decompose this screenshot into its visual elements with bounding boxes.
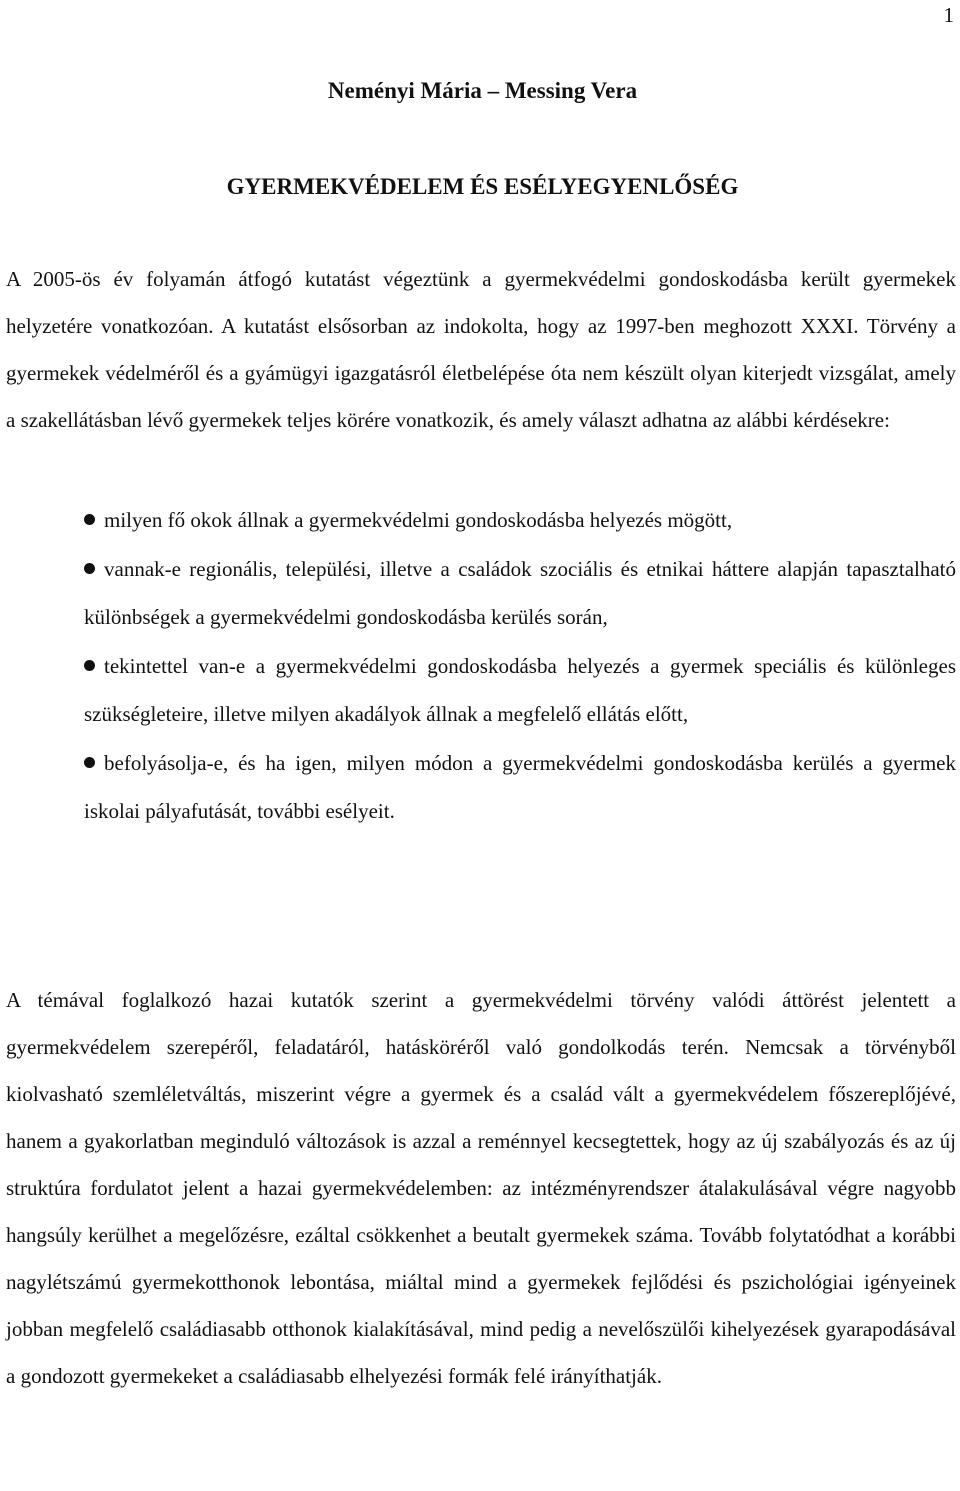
authors-line: Neményi Mária – Messing Vera [327, 78, 638, 103]
list-item-text: tekintettel van-e a gyermekvédelmi gondoskodásba helyezés a gyermek speciális és különleges szükségleteire, illetve milyen akadályok állnak a megfelelő ellátás előtt, [84, 653, 956, 726]
bullet-icon [84, 563, 95, 574]
list-item [84, 496, 956, 545]
page-number: 1 [943, 3, 954, 27]
bullet-icon [84, 514, 95, 525]
document-title: GYERMEKVÉDELEM ÉS ESÉLYEGYENLŐSÉG [226, 174, 739, 199]
list-item [84, 642, 956, 739]
bullet-icon [84, 757, 95, 768]
intro-paragraph: A 2005-ös év folyamán átfogó kutatást végeztünk a gyermekvédelmi gondoskodásba került gyermekek helyzetére vonatkozóan. A kutatást elsősorban az indokolta, hogy az 1997-ben meghozott XXXI. Törvény a gyermekek védelméről és a gyámügyi igazgatásról életbelépése óta nem készült olyan kiterjedt vizsgálat, amely a szakellátásban lévő gyermekek teljes körére vonatkozik, és amely választ adhatna az alábbi kérdésekre: [6, 267, 956, 432]
list-item [84, 739, 956, 836]
bullet-icon [84, 660, 95, 671]
list-item [84, 545, 956, 642]
list-item-text: befolyásolja-e, és ha igen, milyen módon a gyermekvédelmi gondoskodásba kerülés a gyermek iskolai pályafutását, további esélyeit. [84, 750, 956, 823]
research-questions-list [84, 496, 956, 836]
body-paragraph: A témával foglalkozó hazai kutatók szerint a gyermekvédelmi törvény valódi áttörést jelentett a gyermekvédelem szerepéről, feladatáról, hatásköréről való gondolkodás terén. Nemcsak a törvényből kiolvasható szemléletváltás, miszerint végre a gyermek és a család vált a gyermekvédelem főszereplőjévé, hanem a gyakorlatban meginduló változások is azzal a reménnyel kecsegtettek, hogy az új szabályozás és az új struktúra fordulatot jelent a hazai gyermekvédelemben: az intézményrendszer átalakulásával végre nagyobb hangsúly kerülhet a megelőzésre, ezáltal csökkenhet a beutalt gyermekek száma. Tovább folytatódhat a korábbi nagylétszámú gyermekotthonok lebontása, miáltal mind a gyermekek fejlődési és pszichológiai igényeinek jobban megfelelő családiasabb otthonok kialakításával, mind pedig a nevelőszülői kihelyezések gyarapodásával a gondozott gyermekeket a családiasabb elhelyezési formák felé irányíthatják. [6, 988, 956, 1388]
list-item-text: vannak-e regionális, települési, illetve a családok szociális és etnikai háttere alapján tapasztalható különbségek a gyermekvédelmi gondoskodásba kerülés során, [84, 556, 956, 629]
list-item-text: milyen fő okok állnak a gyermekvédelmi gondoskodásba helyezés mögött, [104, 508, 733, 532]
